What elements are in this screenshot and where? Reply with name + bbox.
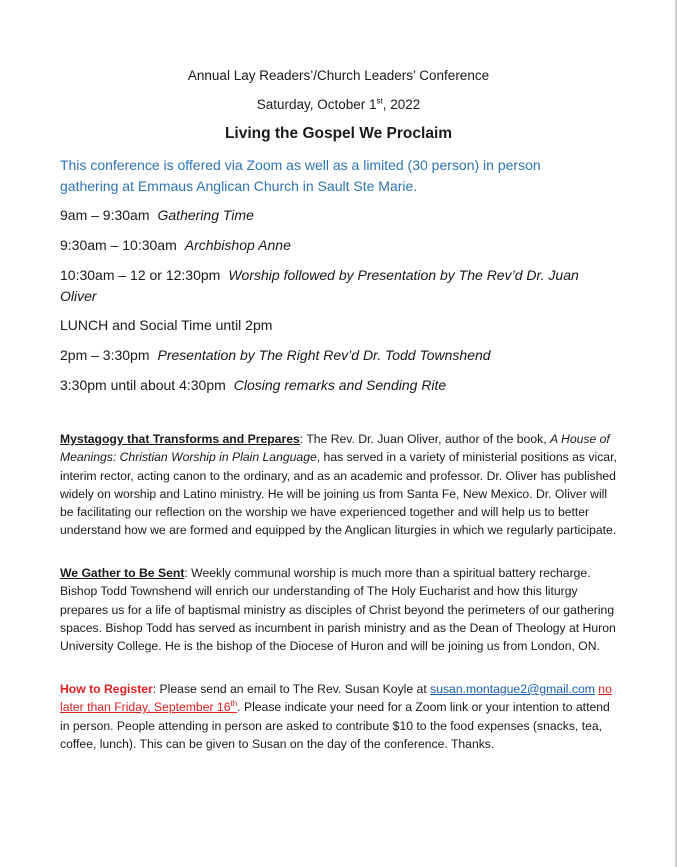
gather-paragraph: We Gather to Be Sent: Weekly communal worship is much more than a spiritual battery recharge. Bishop Todd Townshend will enrich our understanding of The Holy Eucharist and how this liturgy prepares us for a life of baptismal ministry as disciples of Christ beyond the perimeters of our gathering spaces. Bishop Todd has served as incumbent in parish ministry and as the Dean of Theology at Huron University College. He is the bishop of the Diocese of Huron and will be joining us from London, ON. — [60, 566, 616, 654]
schedule-item: 2pm – 3:30pm Presentation by The Right Rev’d Dr. Todd Townshend — [60, 347, 491, 363]
register-paragraph: How to Register: Please send an email to The Rev. Susan Koyle at susan.montague2@gmail.com no later than Friday, September 16th. Please indicate your need for a Zoom link or your intention to attend in person. People attending in person are asked to contribute $10 to the food expenses (snacks, tea, coffee, lunch). This can be given to Susan on the day of the conference. Thanks. — [60, 682, 612, 751]
email-link[interactable]: susan.montague2@gmail.com — [430, 682, 595, 696]
intro-paragraph: This conference is offered via Zoom as well as a limited (30 person) in person gathering at Emmaus Anglican Church in Sault Ste Marie. — [60, 157, 541, 194]
schedule-item: 3:30pm until about 4:30pm Closing remarks and Sending Rite — [60, 377, 447, 393]
conference-title: Living the Gospel We Proclaim — [224, 125, 453, 142]
deadline-text: no later than Friday, September 16th — [60, 682, 612, 715]
schedule-item: 9:30am – 10:30am Archbishop Anne — [60, 237, 291, 253]
schedule-item: 9am – 9:30am Gathering Time — [60, 207, 254, 223]
mystagogy-paragraph: Mystagogy that Transforms and Prepares: The Rev. Dr. Juan Oliver, author of the book, A House of Meanings: Christian Worship in Plain Language, has served in a variety of ministerial positions as vicar, interim rector, acting canon to the ordinary, and as an academic and professor. Dr. Oliver has published widely on worship and Latino ministry. He will be joining us from Santa Fe, New Mexico. Dr. Oliver will be facilitating our reflection on the worship we have experienced together and will help us to better understand how we are formed and equipped by the Anglican liturgies in which we regularly participate. — [60, 432, 617, 538]
conference-date: Saturday, October 1st, 2022 — [256, 96, 421, 112]
schedule-item: LUNCH and Social Time until 2pm — [60, 317, 273, 333]
conference-name: Annual Lay Readers’/Church Leaders’ Conference — [187, 68, 490, 83]
schedule-item: 10:30am – 12 or 12:30pm Worship followed by Presentation by The Rev’d Dr. Juan Oliver — [60, 267, 579, 304]
